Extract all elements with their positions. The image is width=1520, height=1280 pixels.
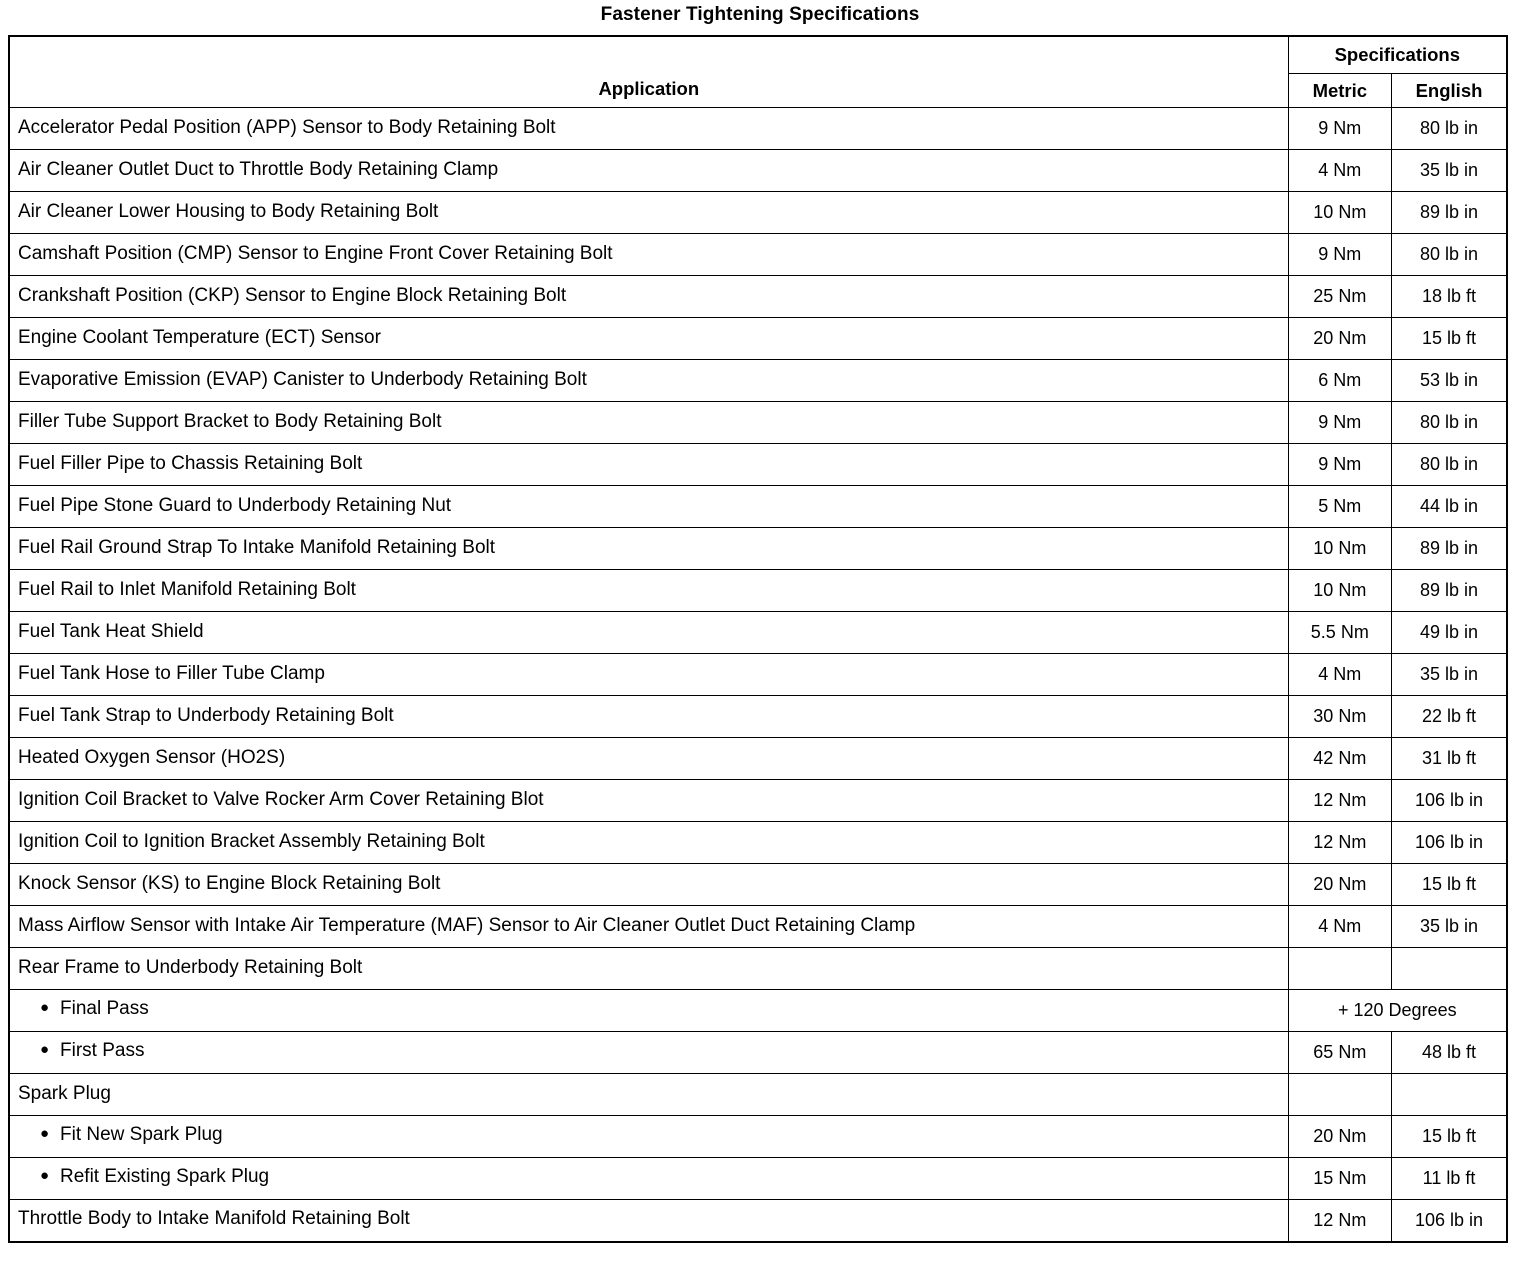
- cell-english: 44 lb in: [1392, 486, 1507, 528]
- page-title: Fastener Tightening Specifications: [600, 4, 920, 25]
- cell-english: 15 lb ft: [1392, 864, 1507, 906]
- cell-application: Accelerator Pedal Position (APP) Sensor to Body Retaining Bolt: [9, 108, 1288, 150]
- cell-english: 106 lb in: [1392, 822, 1507, 864]
- table-row: [9, 1116, 1507, 1158]
- cell-application: Fuel Tank Strap to Underbody Retaining Bolt: [9, 696, 1288, 738]
- bullet-icon: ●: [40, 1124, 50, 1142]
- cell-english: 106 lb in: [1392, 1200, 1507, 1242]
- cell-metric: 20 Nm: [1288, 318, 1391, 360]
- cell-english: 35 lb in: [1392, 654, 1507, 696]
- table-row: [9, 738, 1507, 780]
- cell-specification-combined: + 120 Degrees: [1288, 990, 1507, 1032]
- table-header: [9, 36, 1507, 108]
- table-row: [9, 948, 1507, 990]
- cell-english: 89 lb in: [1392, 570, 1507, 612]
- cell-english: 35 lb in: [1392, 150, 1507, 192]
- cell-english: 89 lb in: [1392, 528, 1507, 570]
- cell-metric: 25 Nm: [1288, 276, 1391, 318]
- cell-metric: 42 Nm: [1288, 738, 1391, 780]
- table-row: [9, 696, 1507, 738]
- cell-english: 31 lb ft: [1392, 738, 1507, 780]
- cell-application: Crankshaft Position (CKP) Sensor to Engine Block Retaining Bolt: [9, 276, 1288, 318]
- bullet-icon: ●: [40, 1040, 50, 1058]
- column-header-specifications: Specifications: [1288, 36, 1507, 74]
- cell-english: 49 lb in: [1392, 612, 1507, 654]
- cell-metric: [1288, 1074, 1391, 1116]
- table-row: [9, 654, 1507, 696]
- application-label: Fit New Spark Plug: [60, 1124, 223, 1146]
- table-row: [9, 822, 1507, 864]
- table-row: [9, 150, 1507, 192]
- table-row: [9, 780, 1507, 822]
- column-header-english: English: [1392, 74, 1507, 108]
- cell-english: 15 lb ft: [1392, 1116, 1507, 1158]
- table-header-row-top: [9, 36, 1507, 74]
- table-row: [9, 486, 1507, 528]
- table-row: [9, 402, 1507, 444]
- cell-metric: 9 Nm: [1288, 444, 1391, 486]
- cell-application: Filler Tube Support Bracket to Body Retaining Bolt: [9, 402, 1288, 444]
- cell-metric: 5.5 Nm: [1288, 612, 1391, 654]
- cell-application: Engine Coolant Temperature (ECT) Sensor: [9, 318, 1288, 360]
- fastener-specifications-table: [8, 35, 1508, 1243]
- table-row: [9, 108, 1507, 150]
- table-row: [9, 1200, 1507, 1242]
- cell-english: 80 lb in: [1392, 234, 1507, 276]
- cell-application: Knock Sensor (KS) to Engine Block Retaining Bolt: [9, 864, 1288, 906]
- table-row: [9, 1158, 1507, 1200]
- cell-english: 35 lb in: [1392, 906, 1507, 948]
- cell-application: Fuel Rail to Inlet Manifold Retaining Bolt: [9, 570, 1288, 612]
- table-row: [9, 570, 1507, 612]
- cell-english: 15 lb ft: [1392, 318, 1507, 360]
- table-row: [9, 864, 1507, 906]
- cell-metric: 4 Nm: [1288, 150, 1391, 192]
- cell-application: [9, 1158, 1288, 1200]
- cell-application: Evaporative Emission (EVAP) Canister to Underbody Retaining Bolt: [9, 360, 1288, 402]
- column-header-metric: Metric: [1288, 74, 1391, 108]
- cell-english: 48 lb ft: [1392, 1032, 1507, 1074]
- cell-english: 11 lb ft: [1392, 1158, 1507, 1200]
- cell-metric: 12 Nm: [1288, 780, 1391, 822]
- table-row: [9, 276, 1507, 318]
- cell-english: [1392, 1074, 1507, 1116]
- cell-english: 106 lb in: [1392, 780, 1507, 822]
- column-header-application: Application: [9, 36, 1288, 108]
- bullet-icon: ●: [40, 998, 50, 1016]
- cell-application: Air Cleaner Lower Housing to Body Retaining Bolt: [9, 192, 1288, 234]
- application-label: First Pass: [60, 1040, 145, 1062]
- table-row: [9, 318, 1507, 360]
- application-label: Refit Existing Spark Plug: [60, 1166, 270, 1188]
- application-label: Final Pass: [60, 998, 149, 1020]
- cell-application: [9, 1116, 1288, 1158]
- cell-metric: 20 Nm: [1288, 1116, 1391, 1158]
- cell-metric: 10 Nm: [1288, 192, 1391, 234]
- cell-english: 89 lb in: [1392, 192, 1507, 234]
- table-row: [9, 990, 1507, 1032]
- cell-application: Camshaft Position (CMP) Sensor to Engine Front Cover Retaining Bolt: [9, 234, 1288, 276]
- cell-application: Fuel Tank Hose to Filler Tube Clamp: [9, 654, 1288, 696]
- table-row: [9, 360, 1507, 402]
- cell-metric: [1288, 948, 1391, 990]
- cell-metric: 5 Nm: [1288, 486, 1391, 528]
- table-row: [9, 234, 1507, 276]
- table-row: [9, 1074, 1507, 1116]
- cell-metric: 4 Nm: [1288, 906, 1391, 948]
- table-row: [9, 906, 1507, 948]
- cell-metric: 15 Nm: [1288, 1158, 1391, 1200]
- table-body: [9, 108, 1507, 1242]
- cell-application: Air Cleaner Outlet Duct to Throttle Body Retaining Clamp: [9, 150, 1288, 192]
- table-row: [9, 528, 1507, 570]
- cell-english: 18 lb ft: [1392, 276, 1507, 318]
- cell-english: 80 lb in: [1392, 108, 1507, 150]
- cell-metric: 12 Nm: [1288, 1200, 1391, 1242]
- cell-application: Mass Airflow Sensor with Intake Air Temperature (MAF) Sensor to Air Cleaner Outlet Duct Retaining Clamp: [9, 906, 1288, 948]
- table-row: [9, 612, 1507, 654]
- cell-metric: 9 Nm: [1288, 402, 1391, 444]
- bullet-icon: ●: [40, 1166, 50, 1184]
- cell-metric: 10 Nm: [1288, 528, 1391, 570]
- cell-application: Fuel Rail Ground Strap To Intake Manifold Retaining Bolt: [9, 528, 1288, 570]
- cell-english: 80 lb in: [1392, 402, 1507, 444]
- cell-metric: 20 Nm: [1288, 864, 1391, 906]
- cell-english: 80 lb in: [1392, 444, 1507, 486]
- table-row: [9, 1032, 1507, 1074]
- cell-metric: 6 Nm: [1288, 360, 1391, 402]
- cell-metric: 10 Nm: [1288, 570, 1391, 612]
- cell-application: Throttle Body to Intake Manifold Retaining Bolt: [9, 1200, 1288, 1242]
- cell-english: 53 lb in: [1392, 360, 1507, 402]
- cell-application: Fuel Tank Heat Shield: [9, 612, 1288, 654]
- cell-application: Fuel Pipe Stone Guard to Underbody Retaining Nut: [9, 486, 1288, 528]
- cell-metric: 9 Nm: [1288, 108, 1391, 150]
- cell-application: [9, 1032, 1288, 1074]
- cell-application: Ignition Coil to Ignition Bracket Assembly Retaining Bolt: [9, 822, 1288, 864]
- cell-application: Spark Plug: [9, 1074, 1288, 1116]
- cell-application: Fuel Filler Pipe to Chassis Retaining Bolt: [9, 444, 1288, 486]
- cell-application: Rear Frame to Underbody Retaining Bolt: [9, 948, 1288, 990]
- cell-english: 22 lb ft: [1392, 696, 1507, 738]
- cell-application: [9, 990, 1288, 1032]
- cell-metric: 4 Nm: [1288, 654, 1391, 696]
- cell-english: [1392, 948, 1507, 990]
- table-row: [9, 192, 1507, 234]
- cell-metric: 65 Nm: [1288, 1032, 1391, 1074]
- cell-metric: 30 Nm: [1288, 696, 1391, 738]
- cell-application: Heated Oxygen Sensor (HO2S): [9, 738, 1288, 780]
- cell-metric: 12 Nm: [1288, 822, 1391, 864]
- table-row: [9, 444, 1507, 486]
- cell-application: Ignition Coil Bracket to Valve Rocker Arm Cover Retaining Blot: [9, 780, 1288, 822]
- cell-metric: 9 Nm: [1288, 234, 1391, 276]
